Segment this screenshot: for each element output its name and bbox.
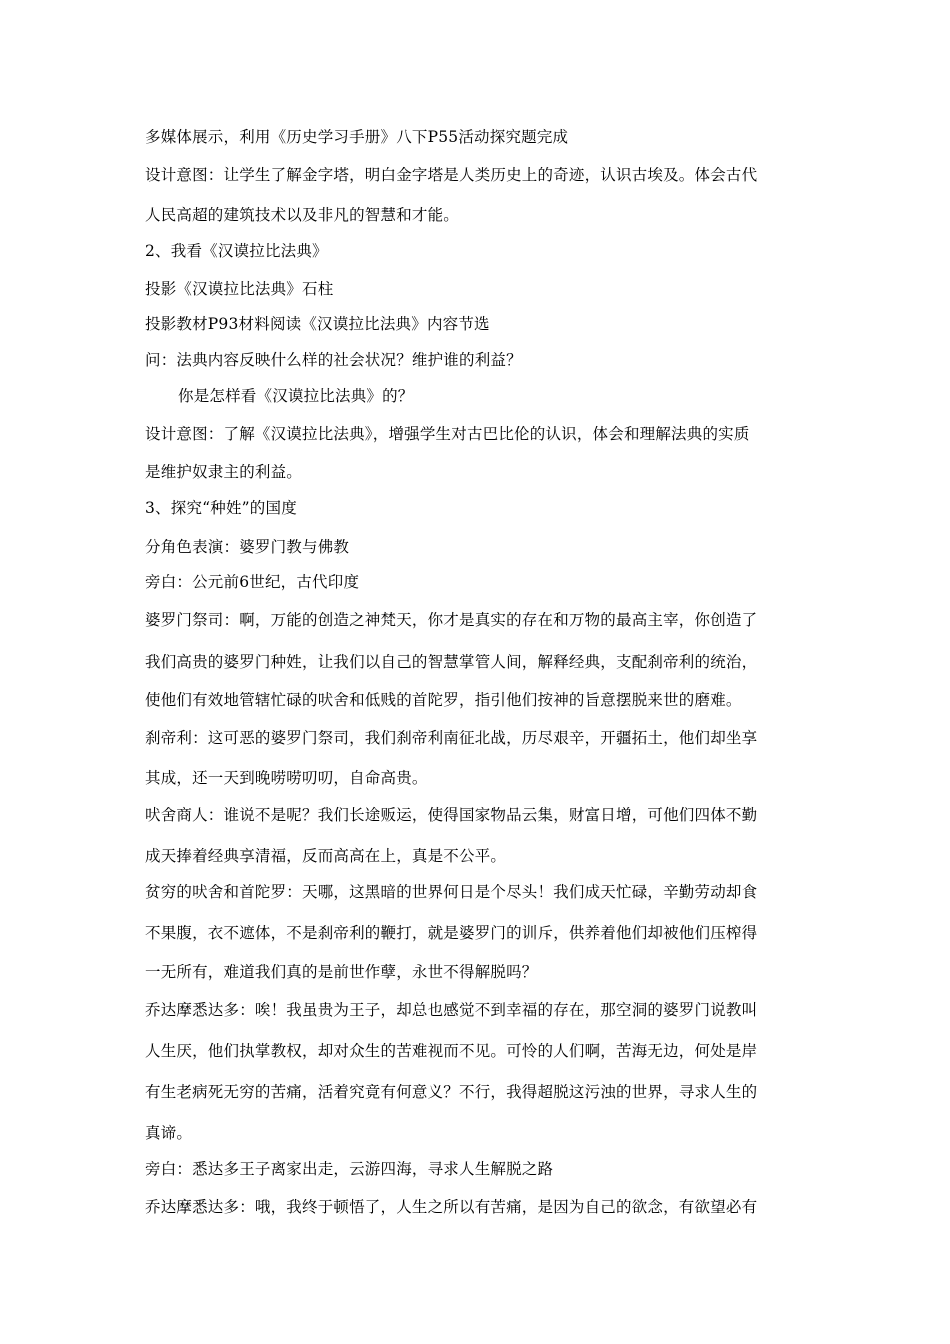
text-line-17: 刹帝利：这可恶的婆罗门祭司，我们刹帝利南征北战，历尽艰辛，开疆拓土，他们却坐享 bbox=[145, 729, 758, 747]
text-line-26: 有生老病死无穷的苦痛，活着究竟有何意义？不行，我得超脱这污浊的世界，寻求人生的 bbox=[145, 1083, 758, 1101]
text-line-11: 3、探究“种姓”的国度 bbox=[145, 499, 297, 517]
text-line-1: 多媒体展示，利用《历史学习手册》八下P55活动探究题完成 bbox=[145, 128, 569, 146]
text-line-20: 成天捧着经典享清福，反而高高在上，真是不公平。 bbox=[145, 847, 507, 865]
text-line-21: 贫穷的吠舍和首陀罗：天哪，这黑暗的世界何日是个尽头！我们成天忙碌，辛勤劳动却食 bbox=[145, 883, 758, 901]
text-line-4: 2、我看《汉谟拉比法典》 bbox=[145, 242, 328, 260]
text-line-9: 设计意图：了解《汉谟拉比法典》，增强学生对古巴比伦的认识，体会和理解法典的实质 bbox=[145, 425, 750, 443]
text-line-14: 婆罗门祭司：啊，万能的创造之神梵天，你才是真实的存在和万物的最高主宰，你创造了 bbox=[145, 611, 758, 629]
text-line-6: 投影教材P93材料阅读《汉谟拉比法典》内容节选 bbox=[145, 315, 490, 333]
text-line-23: 一无所有，难道我们真的是前世作孽，永世不得解脱吗？ bbox=[145, 963, 538, 981]
text-line-22: 不果腹，衣不遮体，不是刹帝利的鞭打，就是婆罗门的训斥，供养着他们却被他们压榨得 bbox=[145, 924, 758, 942]
text-line-24: 乔达摩悉达多：唉！我虽贵为王子，却总也感觉不到幸福的存在，那空洞的婆罗门说教叫 bbox=[145, 1001, 758, 1019]
text-line-10: 是维护奴隶主的利益。 bbox=[145, 463, 303, 481]
text-line-29: 乔达摩悉达多：哦，我终于顿悟了，人生之所以有苦痛，是因为自己的欲念，有欲望必有 bbox=[145, 1198, 758, 1216]
text-line-28: 旁白：悉达多王子离家出走，云游四海，寻求人生解脱之路 bbox=[145, 1160, 554, 1178]
text-line-16: 使他们有效地管辖忙碌的吠舍和低贱的首陀罗，指引他们按神的旨意摆脱来世的磨难。 bbox=[145, 691, 742, 709]
text-line-2: 设计意图：让学生了解金字塔，明白金字塔是人类历史上的奇迹，认识古埃及。体会古代 bbox=[145, 166, 758, 184]
text-line-8: 你是怎样看《汉谟拉比法典》的？ bbox=[178, 387, 414, 405]
text-line-19: 吠舍商人：谁说不是呢？我们长途贩运，使得国家物品云集，财富日增，可他们四体不勤 bbox=[145, 806, 758, 824]
text-line-15: 我们高贵的婆罗门种姓，让我们以自己的智慧掌管人间，解释经典，支配刹帝利的统治， bbox=[145, 653, 758, 671]
text-line-12: 分角色表演：婆罗门教与佛教 bbox=[145, 538, 350, 556]
text-line-3: 人民高超的建筑技术以及非凡的智慧和才能。 bbox=[145, 206, 460, 224]
text-line-25: 人生厌，他们执掌教权，却对众生的苦难视而不见。可怜的人们啊，苦海无边，何处是岸 bbox=[145, 1042, 758, 1060]
text-line-5: 投影《汉谟拉比法典》石柱 bbox=[145, 280, 334, 298]
text-line-13: 旁白：公元前6世纪，古代印度 bbox=[145, 573, 360, 591]
text-line-7: 问：法典内容反映什么样的社会状况？维护谁的利益？ bbox=[145, 351, 522, 369]
text-line-27: 真谛。 bbox=[145, 1124, 193, 1142]
text-line-18: 其成，还一天到晚唠唠叨叨，自命高贵。 bbox=[145, 769, 428, 787]
